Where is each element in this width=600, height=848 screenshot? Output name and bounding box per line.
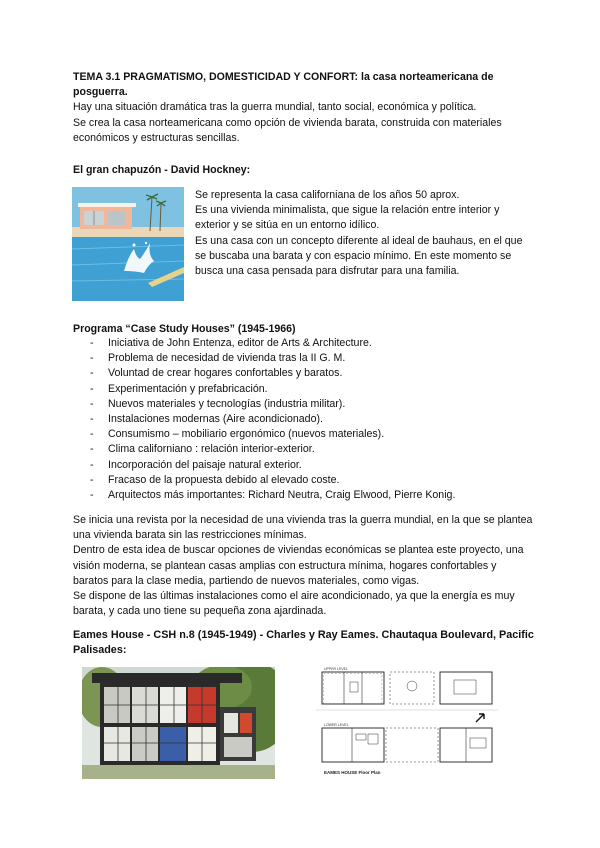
plan-lower-label: LOWER LEVEL bbox=[324, 723, 349, 727]
intro-paragraph: Hay una situación dramática tras la guerra mundial, tanto social, económica y política. bbox=[73, 101, 477, 114]
page-title: TEMA 3.1 PRAGMATISMO, DOMESTICIDAD Y CONFORT: la casa norteamericana de posguerra. bbox=[73, 71, 494, 99]
paragraph: Dentro de esta idea de buscar opciones de viviendas económicas se plantea este proyecto, una visión moderna, se plantean casas amplias con estructura mínima, hogares confortables y baratos para la clase media, partiendo de nuevos materiales, como vigas. bbox=[73, 544, 524, 587]
list-item: - Clima californiano : relación interior-exterior. bbox=[90, 442, 455, 457]
list-item: - Incorporación del paisaje natural exterior. bbox=[90, 458, 455, 473]
intro-paragraph: Se crea la casa norteamericana como opción de vivienda barata, construida con materiales económicos y estructuras sencillas. bbox=[73, 116, 502, 144]
eames-floor-plan bbox=[316, 664, 498, 779]
program-heading: Programa “Case Study Houses” (1945-1966) bbox=[73, 323, 296, 335]
magazine-paragraphs bbox=[73, 513, 533, 619]
hockney-heading: El gran chapuzón - David Hockney: bbox=[73, 164, 251, 176]
list-item: - Problema de necesidad de vivienda tras la II G. M. bbox=[90, 351, 455, 366]
title-block bbox=[73, 70, 533, 146]
list-item: - Consumismo – mobiliario ergonómico (nuevos materiales). bbox=[90, 427, 455, 442]
list-item: - Experimentación y prefabricación. bbox=[90, 382, 455, 397]
paragraph: Se inicia una revista por la necesidad de una vivienda tras la guerra mundial, en la que se plantea una vivienda barata sin las restricciones mínimas. bbox=[73, 514, 533, 542]
eames-house-photo bbox=[82, 667, 275, 779]
paragraph: Se dispone de las últimas instalaciones como el aire acondicionado, ya que la energía es muy barata, y cada uno tiene su pequeña zona ajardinada. bbox=[73, 590, 515, 618]
plan-caption: EAMES HOUSE Floor Plan bbox=[324, 770, 381, 775]
list-item: - Voluntad de crear hogares confortables y baratos. bbox=[90, 366, 455, 381]
hockney-line: Es una vivienda minimalista, que sigue la relación entre interior y exterior y se sitúa en un entorno idílico. bbox=[195, 204, 500, 232]
list-item: - Arquitectos más importantes: Richard Neutra, Craig Elwood, Pierre Konig. bbox=[90, 488, 455, 503]
hockney-line: Se representa la casa californiana de los años 50 aprox. bbox=[195, 189, 460, 201]
plan-upper-label: UPPER LEVEL bbox=[324, 667, 348, 671]
list-item: - Nuevos materiales y tecnologías (industria militar). bbox=[90, 397, 455, 412]
hockney-description bbox=[195, 188, 525, 279]
list-item: - Iniciativa de John Entenza, editor de Arts & Architecture. bbox=[90, 336, 455, 351]
bigger-splash-painting bbox=[72, 187, 184, 301]
list-item: - Fracaso de la propuesta debido al elevado coste. bbox=[90, 473, 455, 488]
program-list bbox=[90, 336, 455, 503]
eames-heading: Eames House - CSH n.8 (1945-1949) - Charles y Ray Eames. Chautaqua Boulevard, Pacific Palisades: bbox=[73, 629, 534, 657]
list-item: - Instalaciones modernas (Aire acondicionado). bbox=[90, 412, 455, 427]
hockney-line: Es una casa con un concepto diferente al ideal de bauhaus, en el que se buscaba una barata y con espacio mínimo. En este momento se busca una casa pensada para disfrutar para una familia. bbox=[195, 234, 523, 278]
